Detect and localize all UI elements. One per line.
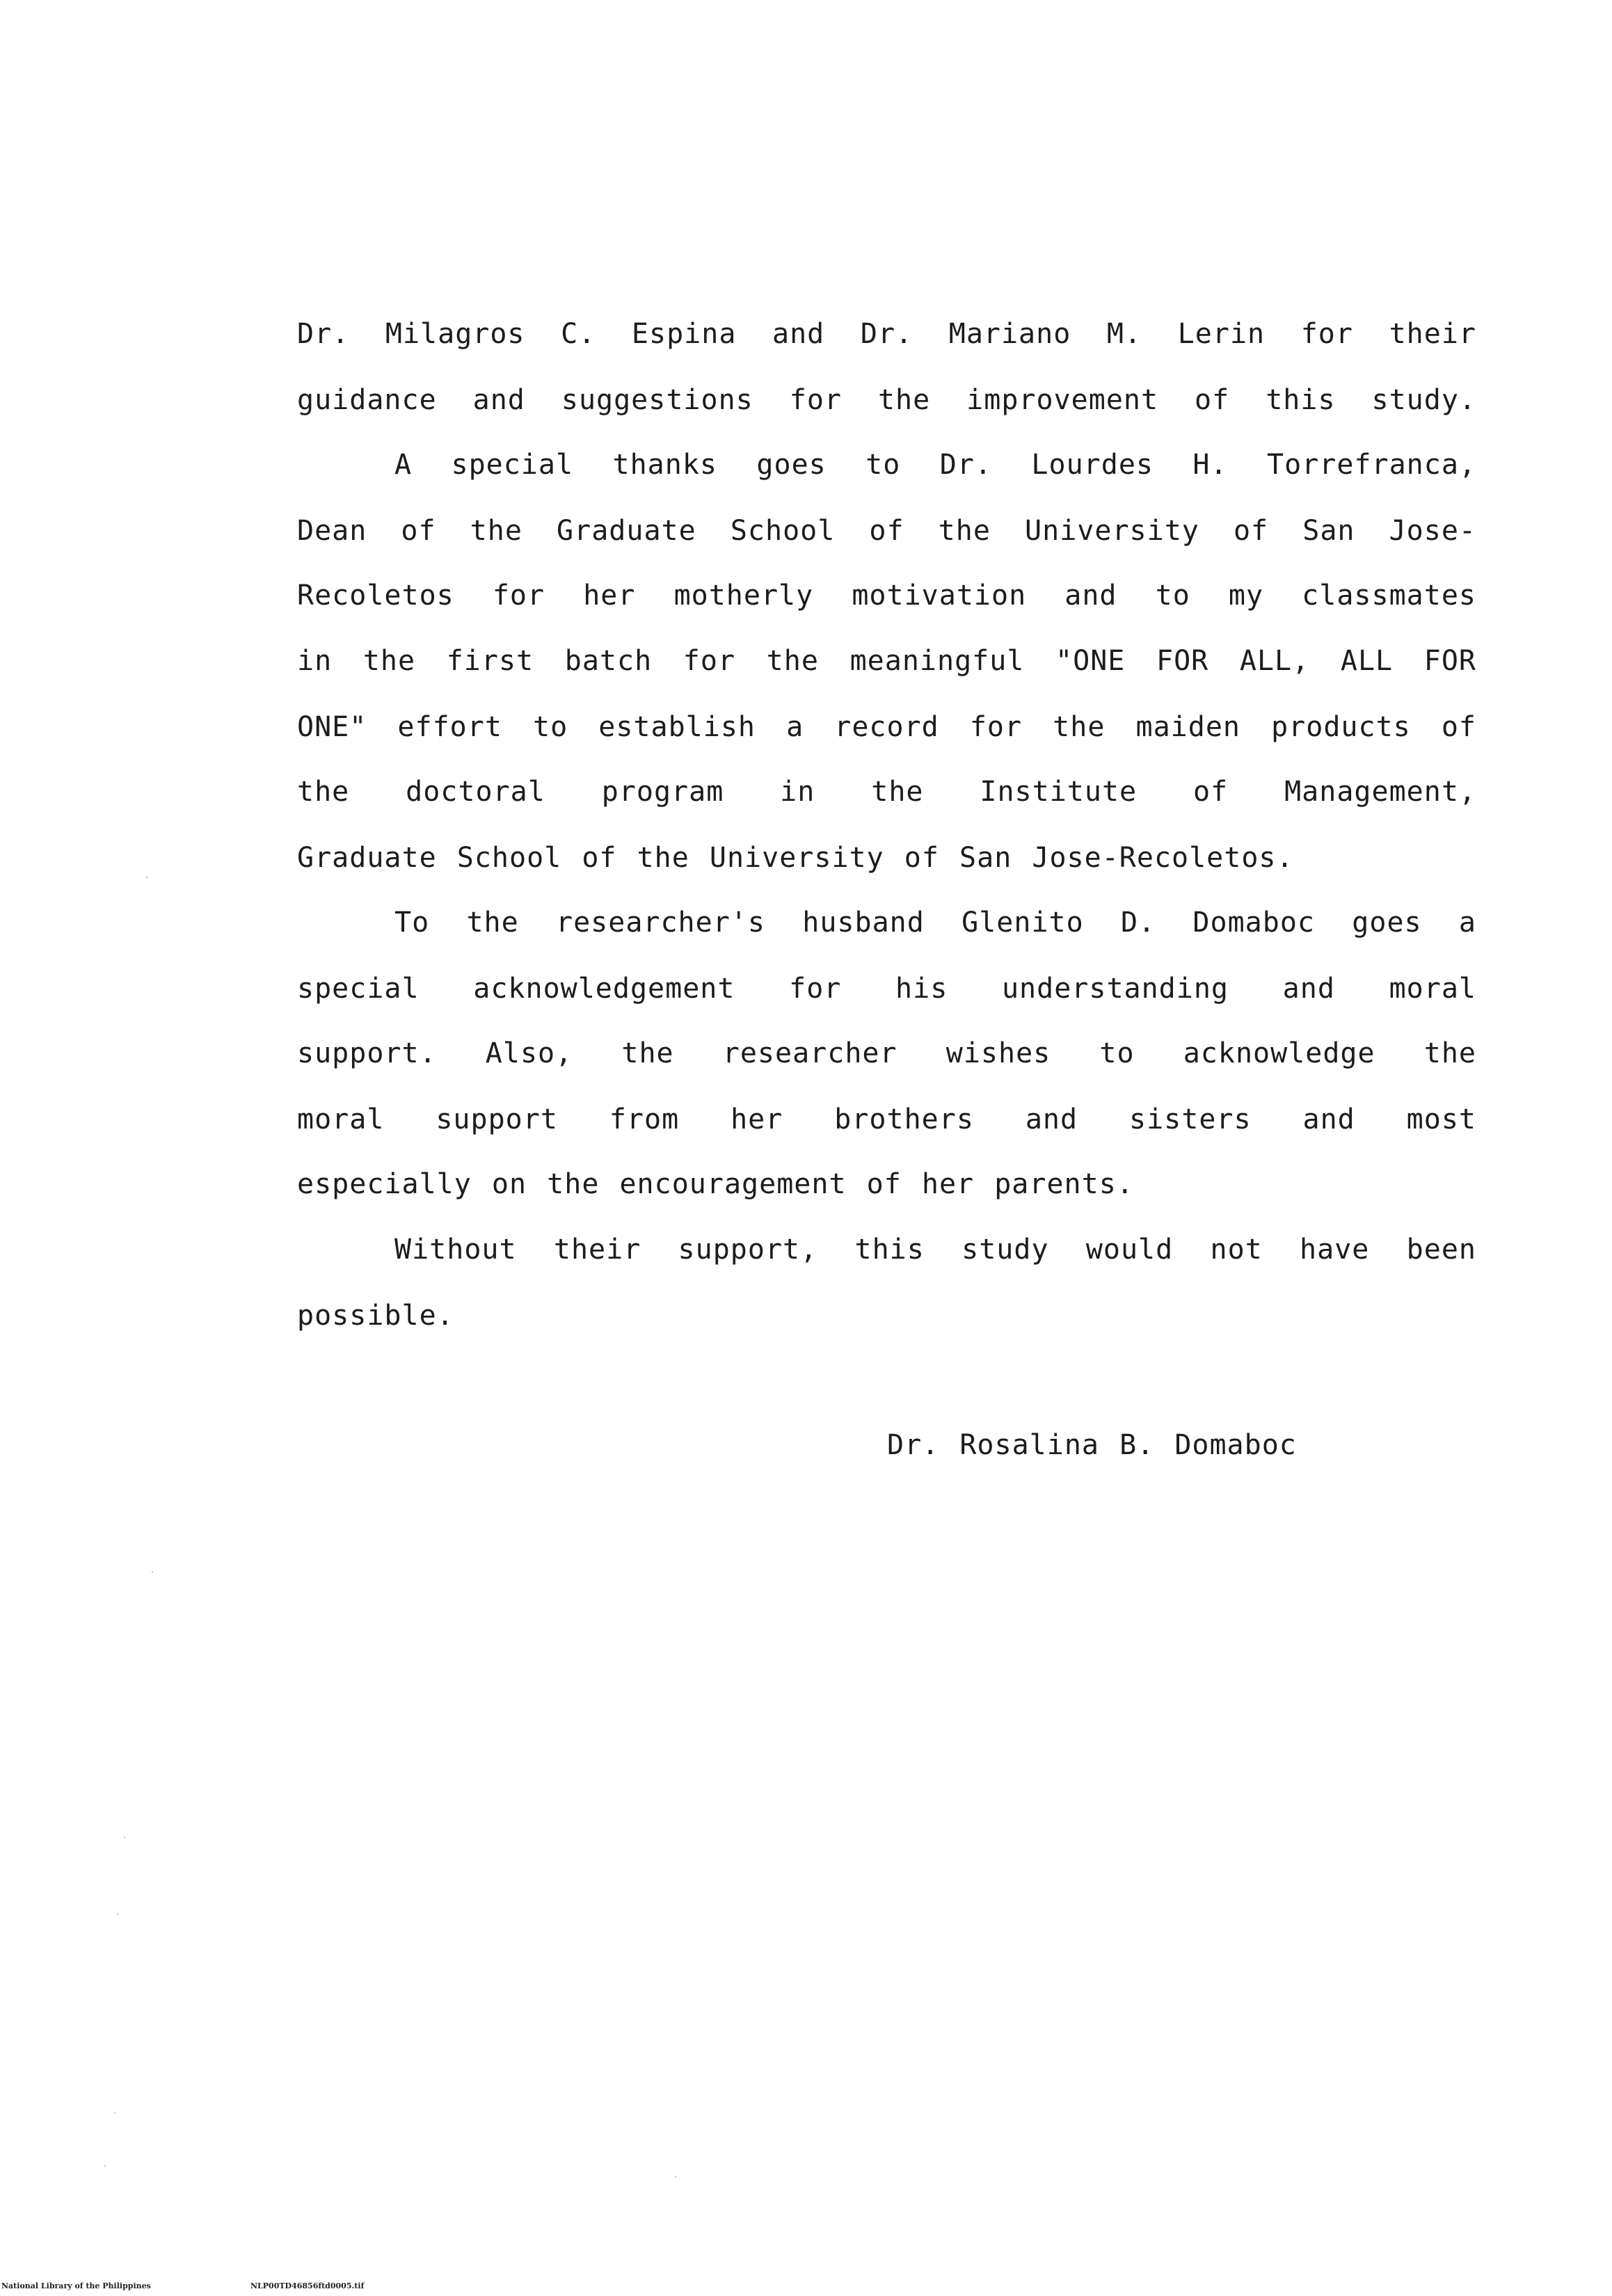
footer-file-id: NLP00TD46856ftd0005.tif (250, 2281, 365, 2290)
scan-speck (104, 2165, 106, 2167)
body-text-line: ONE" effort to establish a record for the maiden products of (297, 711, 1476, 743)
body-text-line: special acknowledgement for his understanding and moral (297, 973, 1476, 1005)
body-text-line: guidance and suggestions for the improvement of this study. (297, 384, 1476, 416)
footer-library-name: National Library of the Philippines (1, 2281, 151, 2290)
body-text-line: Dr. Milagros C. Espina and Dr. Mariano M. Lerin for their (297, 318, 1476, 350)
body-text-line: To the researcher's husband Glenito D. Domaboc goes a (394, 907, 1476, 939)
body-text-line: Dean of the Graduate School of the University of San Jose- (297, 515, 1476, 547)
scan-speck (675, 2176, 676, 2178)
body-text-line: possible. (297, 1300, 454, 1332)
body-text-line: the doctoral program in the Institute of Management, (297, 776, 1476, 808)
signature-name: Dr. Rosalina B. Domaboc (887, 1429, 1297, 1461)
scan-speck (146, 877, 147, 878)
body-text-line: Graduate School of the University of San Jose-Recoletos. (297, 842, 1294, 874)
body-text-line: A special thanks goes to Dr. Lourdes H. Torrefranca, (394, 449, 1476, 481)
body-text-line: especially on the encouragement of her parents. (297, 1168, 1134, 1200)
scan-speck (124, 1837, 125, 1838)
scan-speck (114, 2112, 115, 2114)
body-text-line: in the first batch for the meaningful "ONE FOR ALL, ALL FOR (297, 645, 1476, 677)
scan-speck (152, 1571, 153, 1572)
body-text-line: support. Also, the researcher wishes to acknowledge the (297, 1037, 1476, 1069)
body-text-line: Recoletos for her motherly motivation and to my classmates (297, 580, 1476, 612)
body-text-line: Without their support, this study would not have been (394, 1234, 1476, 1266)
scan-speck (117, 1913, 118, 1915)
body-text-line: moral support from her brothers and sisters and most (297, 1103, 1476, 1135)
